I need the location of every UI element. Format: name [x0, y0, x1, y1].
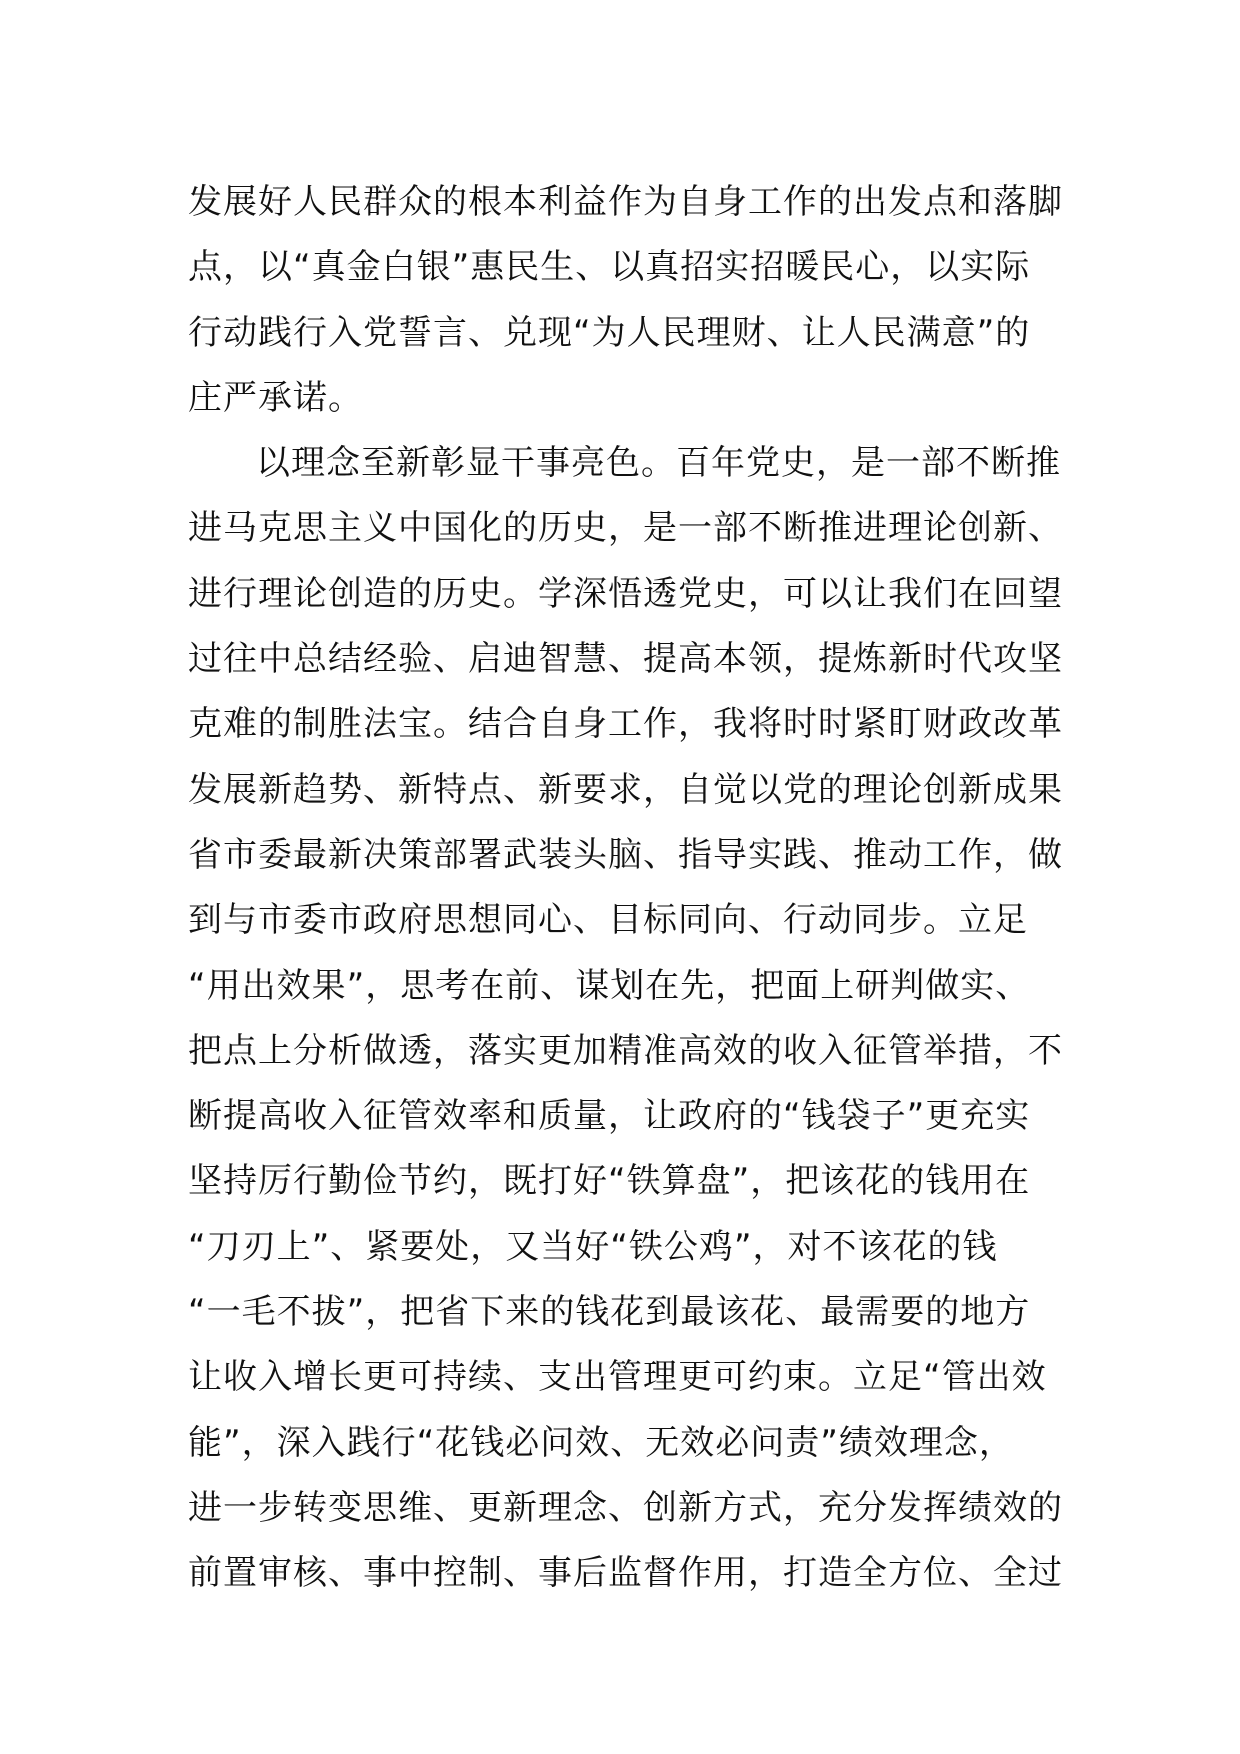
text-line: “一毛不拔”，把省下来的钱花到最该花、最需要的地方	[188, 1292, 1031, 1333]
text-line: 把点上分析做透，落实更加精准高效的收入征管举措，不	[188, 1030, 1063, 1071]
text-line: 到与市委市政府思想同心、目标同向、行动同步。立足	[188, 900, 1028, 941]
text-line: 克难的制胜法宝。结合自身工作，我将时时紧盯财政改革	[188, 704, 1063, 745]
text-line: 进一步转变思维、更新理念、创新方式，充分发挥绩效的	[188, 1487, 1063, 1528]
text-line: 发展好人民群众的根本利益作为自身工作的出发点和落脚	[188, 182, 1063, 222]
text-line: 进马克思主义中国化的历史，是一部不断推进理论创新、	[188, 508, 1063, 549]
text-line: 前置审核、事中控制、事后监督作用，打造全方位、全过	[188, 1553, 1063, 1594]
text-line: 断提高收入征管效率和质量，让政府的“钱袋子”更充实	[188, 1096, 1031, 1137]
text-line: 行动践行入党誓言、兑现“为人民理财、让人民满意”的	[188, 312, 1031, 353]
text-line: 进行理论创造的历史。学深悟透党史，可以让我们在回望	[188, 573, 1063, 614]
text-line: “用出效果”，思考在前、谋划在先，把面上研判做实、	[188, 965, 1031, 1006]
text-line: 能”，深入践行“花钱必问效、无效必问责”绩效理念，	[188, 1422, 1014, 1463]
text-line: 发展新趋势、新特点、新要求，自觉以党的理论创新成果	[188, 769, 1063, 810]
text-line: 坚持厉行勤俭节约，既打好“铁算盘”，把该花的钱用在	[188, 1161, 1031, 1202]
text-line: 过往中总结经验、启迪智慧、提高本领，提炼新时代攻坚	[188, 639, 1063, 680]
text-line: 庄严承诺。	[188, 377, 363, 418]
text-line: “刀刃上”、紧要处，又当好“铁公鸡”，对不该花的钱	[188, 1226, 998, 1267]
text-line: 让收入增长更可持续、支出管理更可约束。立足“管出效	[188, 1357, 1047, 1398]
body-text	[188, 170, 1068, 1607]
paragraph-first-line: 以理念至新彰显干事亮色。百年党史，是一部不断推	[256, 443, 1061, 484]
text-line: 点，以“真金白银”惠民生、以真招实招暖民心，以实际	[188, 247, 1031, 288]
text-line: 省市委最新决策部署武装头脑、指导实践、推动工作，做	[188, 834, 1063, 875]
